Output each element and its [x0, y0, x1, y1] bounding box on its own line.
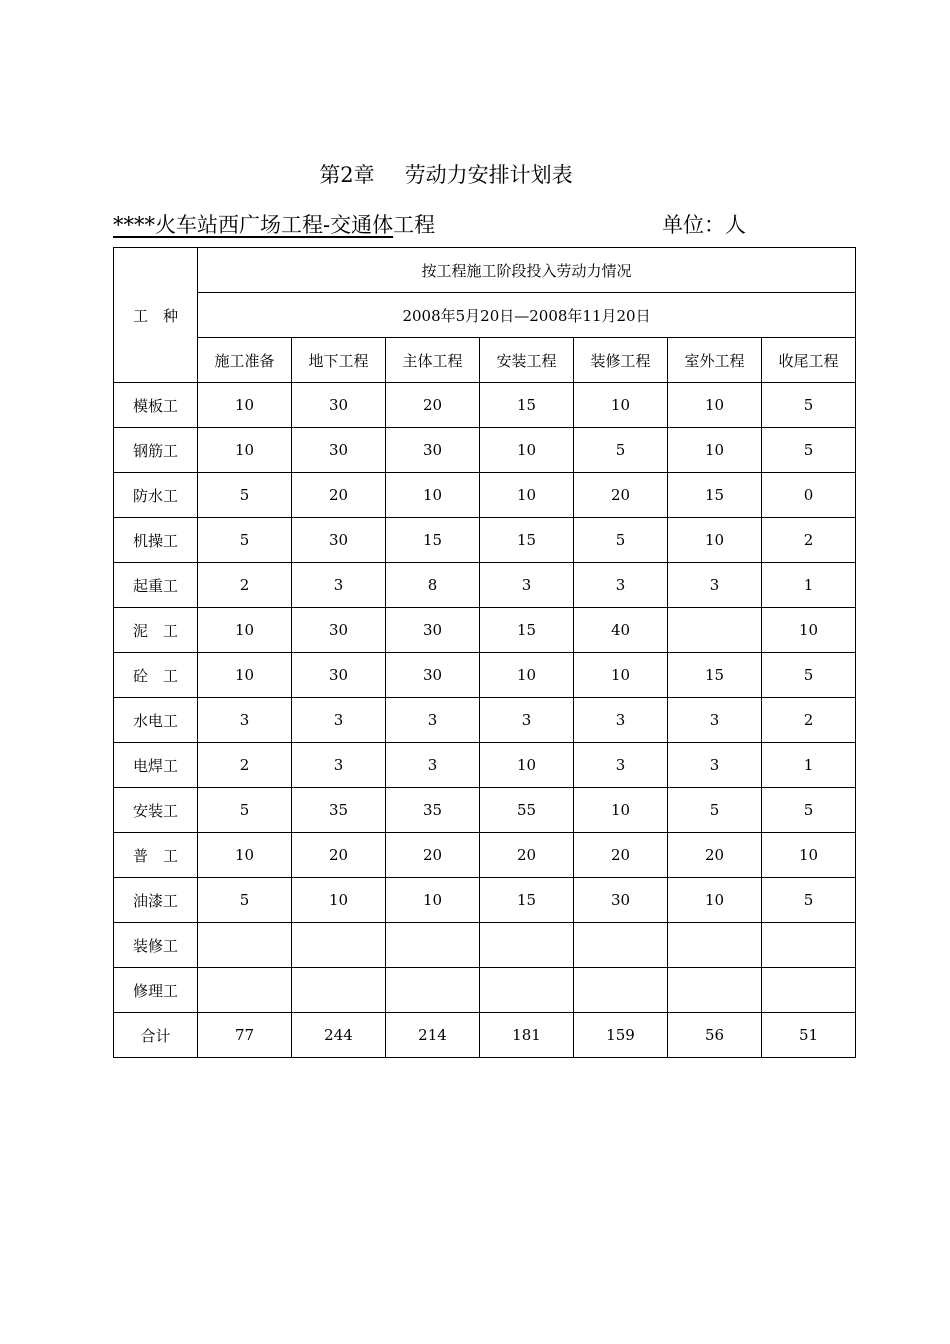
value-cell: 40 [574, 608, 668, 653]
value-cell: 3 [292, 563, 386, 608]
value-cell [198, 923, 292, 968]
trade-header: 工 种 [114, 248, 198, 383]
period-header: 2008年5月20日—2008年11月20日 [198, 293, 856, 338]
value-cell: 5 [762, 383, 856, 428]
value-cell: 15 [386, 518, 480, 563]
value-cell: 30 [574, 878, 668, 923]
value-cell: 3 [292, 698, 386, 743]
trade-cell: 水电工 [114, 698, 198, 743]
table-row [114, 473, 856, 518]
value-cell [480, 923, 574, 968]
value-cell: 3 [386, 743, 480, 788]
table-row [114, 563, 856, 608]
value-cell: 5 [762, 878, 856, 923]
value-cell: 3 [668, 743, 762, 788]
trade-cell: 模板工 [114, 383, 198, 428]
value-cell: 5 [198, 878, 292, 923]
table-row [114, 788, 856, 833]
value-cell [386, 968, 480, 1013]
value-cell: 10 [574, 653, 668, 698]
chapter-label: 第2章 [319, 163, 375, 187]
value-cell: 30 [292, 383, 386, 428]
value-cell: 20 [292, 833, 386, 878]
total-value-cell: 51 [762, 1013, 856, 1058]
trade-cell: 修理工 [114, 968, 198, 1013]
value-cell [762, 923, 856, 968]
value-cell [762, 968, 856, 1013]
table-row [114, 968, 856, 1013]
value-cell: 30 [292, 518, 386, 563]
value-cell [386, 923, 480, 968]
total-row [114, 1013, 856, 1058]
value-cell [574, 923, 668, 968]
value-cell: 30 [386, 428, 480, 473]
value-cell: 5 [668, 788, 762, 833]
table-row [114, 608, 856, 653]
value-cell: 20 [292, 473, 386, 518]
stage-header: 收尾工程 [762, 338, 856, 383]
trade-cell: 装修工 [114, 923, 198, 968]
stage-header: 装修工程 [574, 338, 668, 383]
value-cell: 10 [480, 743, 574, 788]
labor-plan-table [113, 247, 856, 1058]
header-row-stages [114, 338, 856, 383]
value-cell: 2 [762, 698, 856, 743]
stage-header: 主体工程 [386, 338, 480, 383]
value-cell [668, 968, 762, 1013]
value-cell: 30 [292, 608, 386, 653]
value-cell [292, 923, 386, 968]
value-cell: 5 [198, 788, 292, 833]
trade-cell: 起重工 [114, 563, 198, 608]
trade-cell: 安装工 [114, 788, 198, 833]
header-row-period [114, 293, 856, 338]
value-cell: 5 [198, 518, 292, 563]
value-cell: 15 [480, 878, 574, 923]
stage-header: 安装工程 [480, 338, 574, 383]
value-cell: 20 [668, 833, 762, 878]
value-cell: 3 [574, 563, 668, 608]
value-cell: 10 [762, 608, 856, 653]
value-cell: 30 [386, 653, 480, 698]
value-cell: 3 [292, 743, 386, 788]
value-cell: 35 [292, 788, 386, 833]
stage-header: 室外工程 [668, 338, 762, 383]
value-cell: 10 [574, 788, 668, 833]
project-suffix: 工程 [393, 213, 436, 237]
value-cell: 10 [668, 383, 762, 428]
value-cell: 15 [668, 653, 762, 698]
table-row [114, 428, 856, 473]
value-cell: 2 [198, 563, 292, 608]
stage-header: 地下工程 [292, 338, 386, 383]
total-value-cell: 56 [668, 1013, 762, 1058]
total-value-cell: 159 [574, 1013, 668, 1058]
value-cell: 2 [198, 743, 292, 788]
project-name-underlined: 火车站西广场工程-交通体 [155, 213, 394, 237]
table-row [114, 743, 856, 788]
trade-cell: 机操工 [114, 518, 198, 563]
table-row [114, 833, 856, 878]
value-cell: 15 [668, 473, 762, 518]
trade-cell: 泥 工 [114, 608, 198, 653]
value-cell: 1 [762, 563, 856, 608]
value-cell: 10 [480, 428, 574, 473]
value-cell: 10 [198, 653, 292, 698]
value-cell: 10 [668, 518, 762, 563]
value-cell: 10 [292, 878, 386, 923]
table-row [114, 653, 856, 698]
value-cell: 10 [198, 428, 292, 473]
value-cell [668, 608, 762, 653]
total-value-cell: 77 [198, 1013, 292, 1058]
value-cell: 3 [480, 698, 574, 743]
page-title [0, 160, 892, 190]
value-cell: 20 [386, 383, 480, 428]
value-cell: 5 [762, 788, 856, 833]
trade-cell: 普 工 [114, 833, 198, 878]
value-cell: 5 [762, 653, 856, 698]
table-row [114, 878, 856, 923]
value-cell: 55 [480, 788, 574, 833]
table-row [114, 923, 856, 968]
value-cell: 10 [386, 473, 480, 518]
value-cell: 30 [386, 608, 480, 653]
table-title: 劳动力安排计划表 [404, 163, 573, 187]
value-cell [574, 968, 668, 1013]
value-cell: 10 [480, 653, 574, 698]
value-cell: 0 [762, 473, 856, 518]
value-cell: 3 [668, 563, 762, 608]
trade-cell: 砼 工 [114, 653, 198, 698]
value-cell: 15 [480, 518, 574, 563]
table-row [114, 383, 856, 428]
value-cell [668, 923, 762, 968]
value-cell: 1 [762, 743, 856, 788]
table-row [114, 518, 856, 563]
value-cell: 10 [762, 833, 856, 878]
value-cell: 20 [480, 833, 574, 878]
group-header: 按工程施工阶段投入劳动力情况 [198, 248, 856, 293]
trade-cell: 油漆工 [114, 878, 198, 923]
value-cell: 10 [668, 878, 762, 923]
unit-label: 单位：人 [662, 213, 746, 237]
value-cell: 30 [292, 428, 386, 473]
value-cell: 8 [386, 563, 480, 608]
value-cell: 5 [574, 428, 668, 473]
total-value-cell: 244 [292, 1013, 386, 1058]
trade-cell: 防水工 [114, 473, 198, 518]
project-prefix: **** [113, 213, 155, 237]
value-cell: 20 [574, 833, 668, 878]
value-cell: 10 [668, 428, 762, 473]
table-row [114, 698, 856, 743]
value-cell: 5 [198, 473, 292, 518]
value-cell: 3 [480, 563, 574, 608]
value-cell: 3 [574, 698, 668, 743]
value-cell: 10 [480, 473, 574, 518]
value-cell: 10 [574, 383, 668, 428]
value-cell [198, 968, 292, 1013]
value-cell: 3 [668, 698, 762, 743]
value-cell: 3 [386, 698, 480, 743]
value-cell: 3 [198, 698, 292, 743]
value-cell: 5 [762, 428, 856, 473]
value-cell: 35 [386, 788, 480, 833]
value-cell: 10 [198, 383, 292, 428]
stage-header: 施工准备 [198, 338, 292, 383]
total-value-cell: 214 [386, 1013, 480, 1058]
trade-cell: 电焊工 [114, 743, 198, 788]
value-cell [292, 968, 386, 1013]
trade-cell: 钢筋工 [114, 428, 198, 473]
value-cell: 10 [198, 608, 292, 653]
project-name [113, 210, 435, 240]
total-label-cell: 合计 [114, 1013, 198, 1058]
value-cell: 30 [292, 653, 386, 698]
total-value-cell: 181 [480, 1013, 574, 1058]
value-cell: 5 [574, 518, 668, 563]
value-cell: 10 [198, 833, 292, 878]
value-cell: 2 [762, 518, 856, 563]
value-cell: 10 [386, 878, 480, 923]
value-cell: 20 [386, 833, 480, 878]
header-row-group [114, 248, 856, 293]
value-cell: 15 [480, 383, 574, 428]
value-cell: 15 [480, 608, 574, 653]
value-cell [480, 968, 574, 1013]
value-cell: 20 [574, 473, 668, 518]
value-cell: 3 [574, 743, 668, 788]
